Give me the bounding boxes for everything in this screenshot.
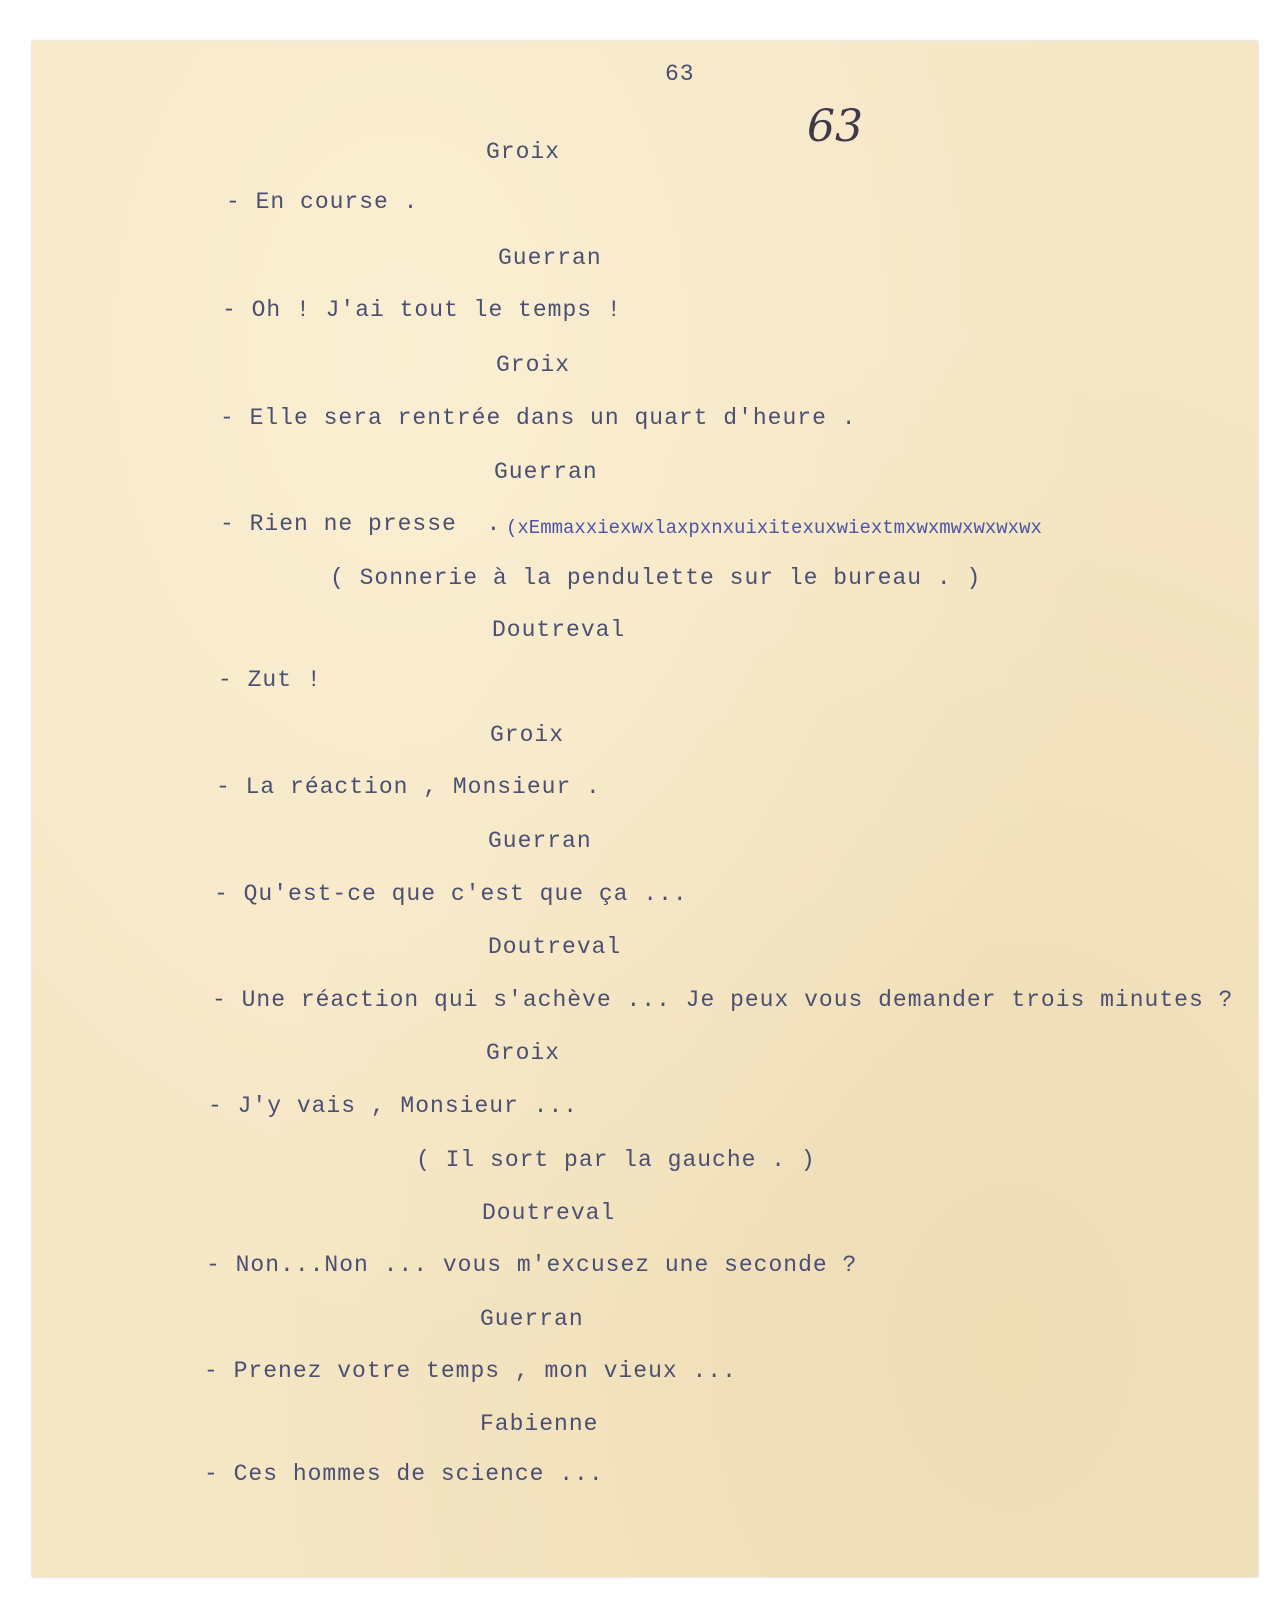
dialogue-line: - J'y vais , Monsieur ... bbox=[208, 1093, 579, 1119]
dialogue-line: - Prenez votre temps , mon vieux ... bbox=[204, 1358, 737, 1384]
dialogue-line: - En course . bbox=[226, 189, 419, 215]
speaker-name: Guerran bbox=[488, 828, 592, 854]
dialogue-line: - Rien ne presse . bbox=[220, 511, 502, 537]
speaker-name: Doutreval bbox=[482, 1200, 616, 1226]
dialogue-line: - Qu'est-ce que c'est que ça ... bbox=[214, 881, 688, 907]
dialogue-line: - Elle sera rentrée dans un quart d'heure . bbox=[220, 405, 857, 431]
dialogue-line: - Une réaction qui s'achève ... Je peux vous demander trois minutes ? bbox=[212, 987, 1234, 1013]
dialogue-line: - Zut ! bbox=[218, 667, 322, 693]
speaker-name: Doutreval bbox=[488, 934, 622, 960]
dialogue-line: - Ces hommes de science ... bbox=[204, 1461, 604, 1487]
dialogue-line: - Oh ! J'ai tout le temps ! bbox=[222, 297, 622, 323]
speaker-name: Guerran bbox=[498, 245, 602, 271]
dialogue-line: - Non...Non ... vous m'excusez une seconde ? bbox=[206, 1252, 858, 1278]
page-number-typed: 63 bbox=[665, 61, 695, 87]
speaker-name: Doutreval bbox=[492, 617, 626, 643]
crossed-out-text: (xEmmaxxiexwxlaxpxnxuixitexuxwiextmxwxmwxwxwxwx bbox=[506, 517, 1042, 539]
speaker-name: Guerran bbox=[480, 1306, 584, 1332]
speaker-name: Fabienne bbox=[480, 1411, 599, 1437]
stage-direction: ( Il sort par la gauche . ) bbox=[416, 1147, 816, 1173]
speaker-name: Groix bbox=[486, 139, 561, 165]
speaker-name: Groix bbox=[496, 352, 571, 378]
page-number-handwritten: 63 bbox=[807, 101, 863, 152]
stage-direction: ( Sonnerie à la pendulette sur le bureau . ) bbox=[330, 565, 982, 591]
speaker-name: Guerran bbox=[494, 459, 598, 485]
dialogue-line: - La réaction , Monsieur . bbox=[216, 774, 601, 800]
speaker-name: Groix bbox=[486, 1040, 561, 1066]
typescript-page bbox=[32, 41, 1258, 1577]
speaker-name: Groix bbox=[490, 722, 565, 748]
